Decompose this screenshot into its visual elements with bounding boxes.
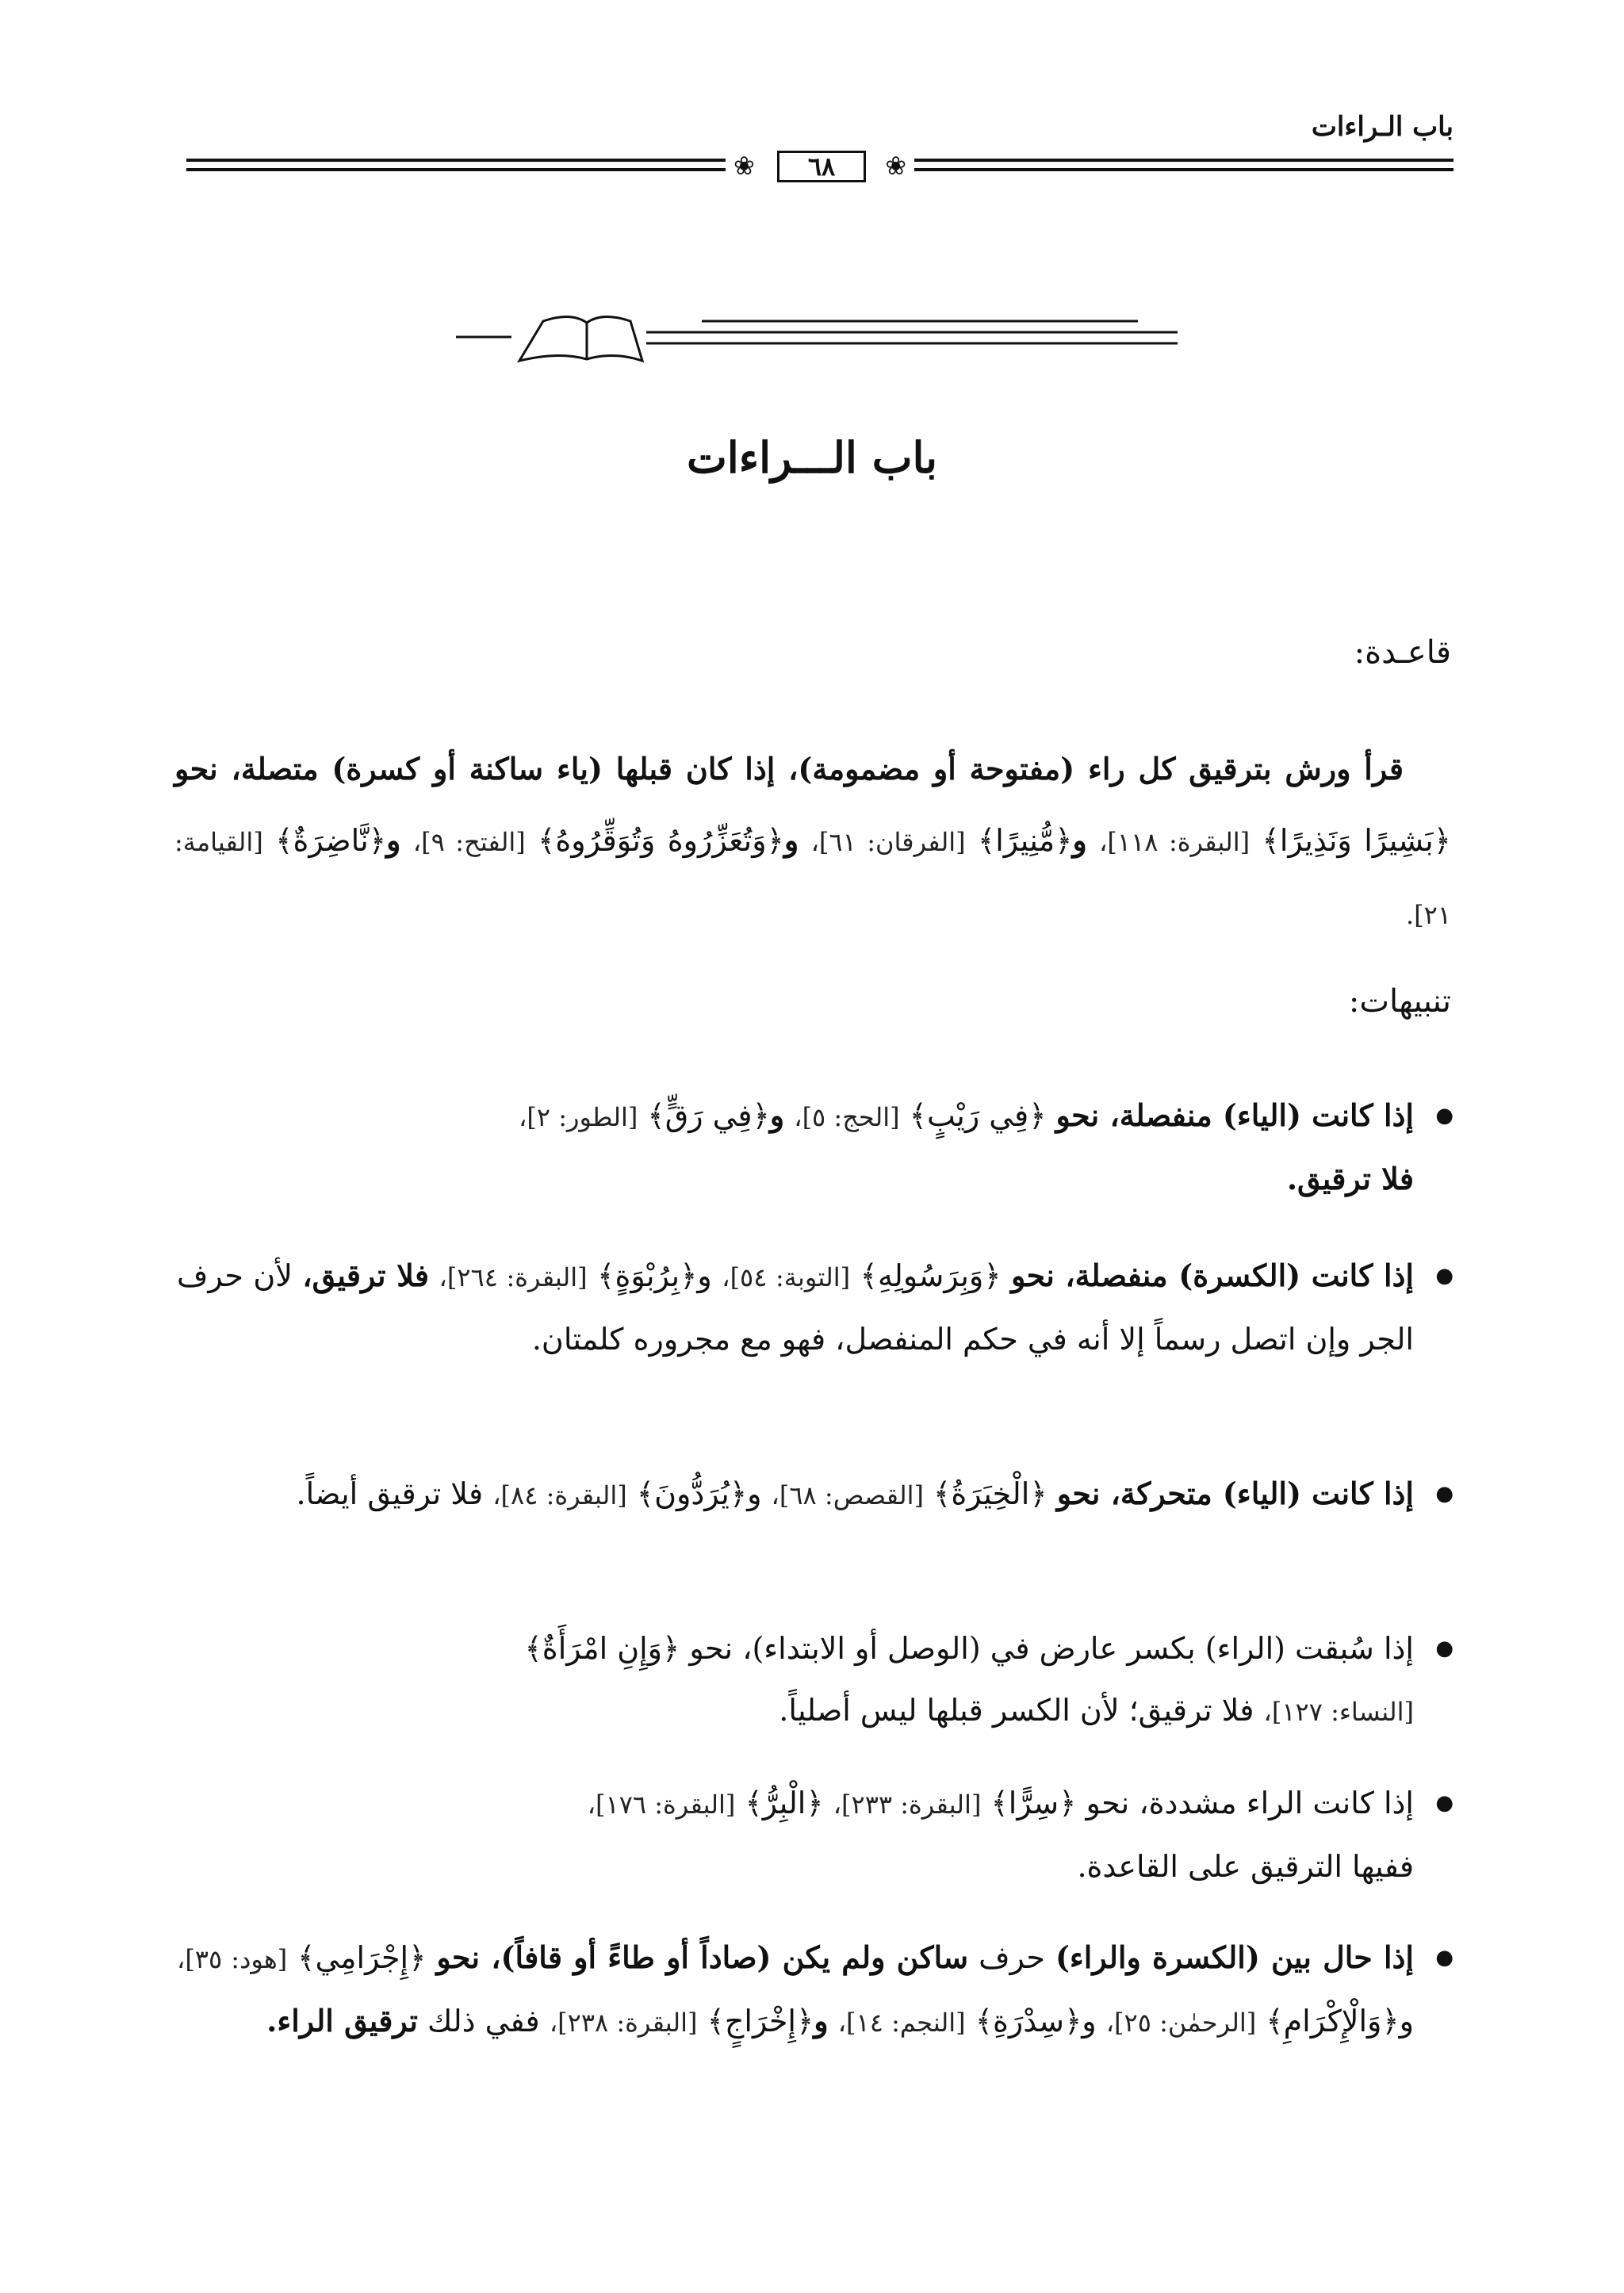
notes-heading: تنبيهات: bbox=[1348, 983, 1451, 1020]
quran-quote: ﴿سِدْرَةِ﴾ bbox=[975, 2004, 1082, 2038]
quran-quote: ﴿وَبِرَسُولِهِ﴾ bbox=[860, 1258, 1002, 1293]
note-text: إذا سُبقت (الراء) بكسر عارض في (الوصل أو الابتداء)، نحو bbox=[689, 1631, 1414, 1666]
verse-reference: [البقرة: ٨٤]، bbox=[492, 1480, 627, 1510]
rule-paragraph bbox=[174, 733, 1451, 951]
ornament-left-icon: ❀ bbox=[733, 151, 755, 181]
note-text: ففي ذلك bbox=[427, 2004, 540, 2038]
quran-quote: ﴿فِي رَيْبٍ﴾ bbox=[909, 1098, 1047, 1133]
quran-quote: ﴿نَّاضِرَةٌ﴾ bbox=[275, 823, 387, 858]
verse-reference: [التوبة: ٥٤]، bbox=[722, 1262, 851, 1292]
conjunction: و bbox=[814, 2003, 829, 2038]
header-line-right bbox=[914, 159, 1454, 171]
verse-reference: [هود: ٣٥]، bbox=[177, 1944, 288, 1974]
quran-quote: ﴿بِرُبْوَةٍ﴾ bbox=[597, 1258, 698, 1293]
verse-reference: [الحج: ٥]، bbox=[794, 1102, 900, 1132]
quran-quote: ﴿بَشِيرًا وَنَذِيرًا﴾ bbox=[1262, 823, 1451, 858]
verse-reference: [الرحمٰن: ٢٥]، bbox=[1105, 2008, 1257, 2038]
header-rule bbox=[186, 151, 1454, 182]
verse-reference: [البقرة: ٢٦٤]، bbox=[439, 1262, 588, 1292]
page-number: ٦٨ bbox=[777, 151, 866, 182]
note-text: لأن حرف الجر وإن اتصل رسماً إلا أنه في حكم المنفصل، فهو مع مجروره كلمتان. bbox=[177, 1258, 1414, 1357]
note-text: إذا كانت (الكسرة) منفصلة، نحو bbox=[1011, 1258, 1414, 1293]
running-title: باب الـراءات bbox=[1311, 111, 1454, 143]
conjunction: و bbox=[769, 1097, 785, 1133]
conjunction: و bbox=[747, 1476, 762, 1511]
conjunction: و bbox=[1399, 2004, 1414, 2038]
note-text: فلا ترقيق. bbox=[1286, 1161, 1414, 1196]
note-text: فلا ترقيق أيضاً. bbox=[296, 1476, 484, 1511]
note-text: ففيها الترقيق على القاعدة. bbox=[1077, 1849, 1414, 1884]
quran-quote: ﴿وَالْإِكْرَامِ﴾ bbox=[1266, 2004, 1400, 2038]
verse-reference: [البقرة: ٢٣٣]، bbox=[833, 1790, 982, 1820]
note-item bbox=[177, 1463, 1454, 1526]
verse-reference: [النساء: ١٢٧]، bbox=[1263, 1697, 1414, 1727]
note-text: إذا كانت (الياء) متحركة، نحو bbox=[1056, 1476, 1414, 1511]
quran-quote: ﴿وَتُعَزِّرُوهُ وَتُوَقِّرُوهُ﴾ bbox=[538, 823, 784, 858]
note-item bbox=[177, 1085, 1454, 1210]
conjunction: و bbox=[697, 1258, 712, 1293]
verse-reference: [الفتح: ٩]، bbox=[412, 827, 526, 857]
conjunction: و bbox=[783, 822, 799, 858]
open-book-divider-icon bbox=[440, 305, 1185, 369]
verse-reference: [البقرة: ٢٣٨]، bbox=[549, 2008, 698, 2038]
conjunction: و bbox=[1072, 822, 1087, 858]
quran-quote: ﴿الْخِيَرَةُ﴾ bbox=[933, 1476, 1048, 1511]
note-text: إذا حال بين (الكسرة والراء) bbox=[1055, 1939, 1414, 1975]
quran-quote: ﴿إِخْرَاجٍ﴾ bbox=[707, 2004, 814, 2038]
note-item bbox=[177, 1772, 1454, 1897]
quran-quote: ﴿الْبِرُّ﴾ bbox=[745, 1786, 824, 1820]
quran-quote: ﴿إِجْرَامِي﴾ bbox=[297, 1940, 427, 1975]
verse-reference: [القيامة: ٢١]. bbox=[174, 827, 1451, 930]
verse-reference: [الفرقان: ٦١]، bbox=[810, 827, 966, 857]
note-text: فلا ترقيق؛ لأن الكسر قبلها ليس أصلياً. bbox=[779, 1693, 1254, 1728]
verse-reference: [البقرة: ١٧٦]، bbox=[587, 1790, 736, 1820]
verse-reference: [البقرة: ١١٨]، bbox=[1099, 827, 1251, 857]
rule-heading: قاعـدة: bbox=[1354, 634, 1451, 671]
quran-quote: ﴿سِرًّا﴾ bbox=[990, 1786, 1077, 1820]
verse-reference: [القصص: ٦٨]، bbox=[771, 1480, 924, 1510]
ornament-right-icon: ❀ bbox=[885, 151, 906, 181]
note-text: إذا كانت (الياء) منفصلة، نحو bbox=[1055, 1097, 1414, 1133]
verse-reference: [الطور: ٢]، bbox=[519, 1102, 638, 1132]
note-text: ساكن ولم يكن (صاداً أو طاءً أو قافاً)، نحو bbox=[436, 1939, 969, 1975]
note-item bbox=[177, 1617, 1454, 1743]
quran-quote: ﴿يُرَدُّونَ﴾ bbox=[636, 1476, 748, 1511]
rule-text: قرأ ورش بترقيق كل راء (مفتوحة أو مضمومة)، إذا كان قبلها (ياء ساكنة أو كسرة) متصلة، نحو bbox=[174, 751, 1404, 787]
chapter-title: باب الـــراءات bbox=[686, 432, 938, 483]
conjunction: و bbox=[386, 822, 401, 858]
header-line-left bbox=[186, 159, 726, 171]
note-item bbox=[177, 1245, 1454, 1370]
quran-quote: ﴿وَإِنِ امْرَأَةٌ﴾ bbox=[524, 1631, 680, 1666]
note-text: فلا ترقيق، bbox=[302, 1258, 430, 1293]
note-item bbox=[177, 1927, 1454, 2054]
note-text: ترقيق الراء. bbox=[266, 2003, 418, 2038]
quran-quote: ﴿فِي رَقٍّ﴾ bbox=[647, 1098, 770, 1133]
conjunction: و bbox=[1082, 2004, 1097, 2038]
quran-quote: ﴿مُّنِيرًا﴾ bbox=[977, 823, 1073, 858]
note-text: حرف bbox=[979, 1940, 1045, 1975]
verse-reference: [النجم: ١٤]، bbox=[837, 2008, 966, 2038]
note-text: إذا كانت الراء مشددة، نحو bbox=[1086, 1786, 1414, 1820]
